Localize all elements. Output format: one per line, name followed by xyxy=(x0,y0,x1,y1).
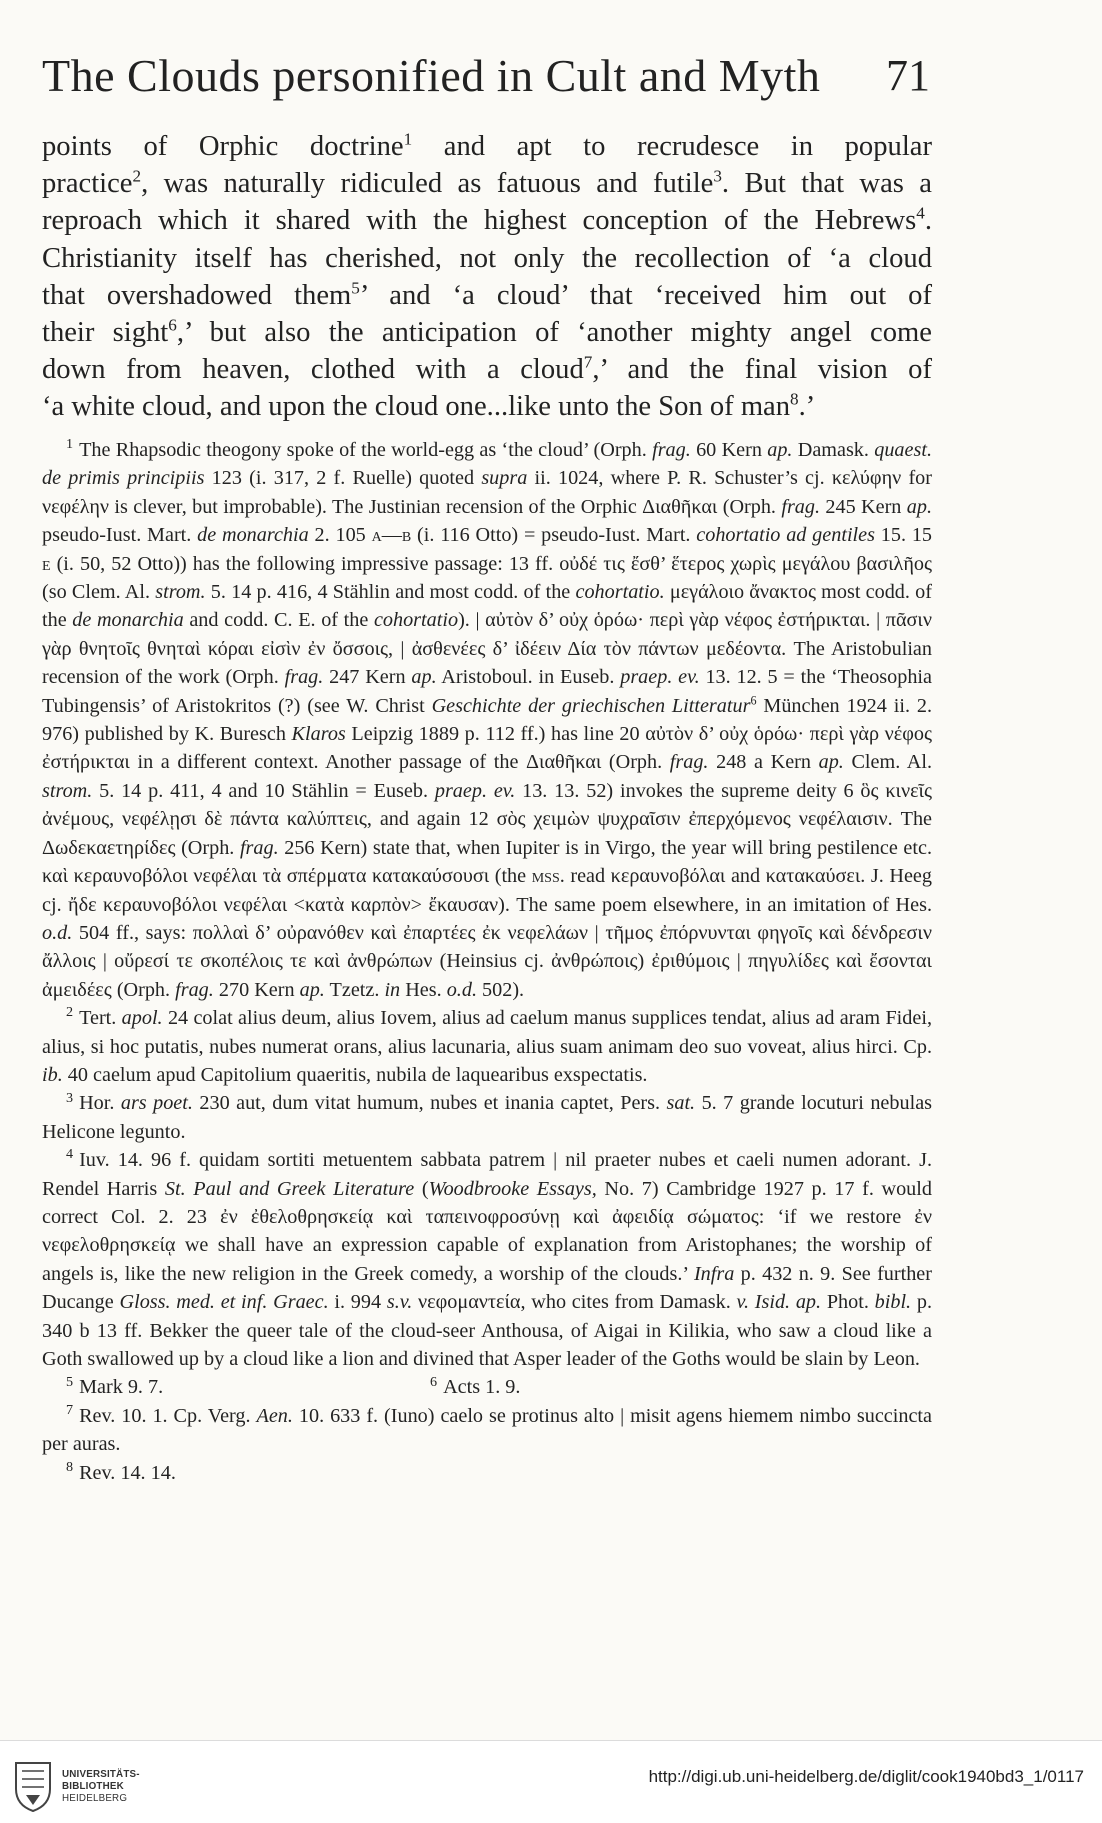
main-text-line: that overshadowed them$^5$’ and ‘a cloud’ that ‘received him out of xyxy=(42,278,932,311)
main-text-line: reproach which it shared with the highest conception of the Hebrews$^4$. xyxy=(42,203,932,237)
footnote-6: $^6$ Acts 1. 9. xyxy=(430,1373,521,1399)
footnote-3: $^3$ Hor. ars poet. 230 aut, dum vitat humum, nubes et inania captet, Pers. sat. 5. 7 grande locuturi nebulas Helicone legunto. xyxy=(42,1089,933,1143)
footnote-ref: 1 xyxy=(403,129,413,149)
footnote-marker: 1 xyxy=(66,436,74,453)
library-logo[interactable] xyxy=(12,1759,142,1813)
main-text-line: points of Orphic doctrine$^1$ and apt to recrudesce in popular xyxy=(42,129,932,162)
footnote-marker: 6 xyxy=(430,1373,438,1390)
footnote-2: $^2$ Tert. apol. 24 colat alius deum, alius Iovem, alius ad caelum manus supplices tendat, alius ad aram Fidei, alius, si hoc putatis, nubes numerat orans, alius lacunaria, alius suam animam deo suo voveat, alius hirci. Cp. ib. 40 caelum apud Capitolium quaeritis, nubila de laquearibus exspectatis. xyxy=(42,1004,932,1086)
footnote-8: $^8$ Rev. 14. 14. xyxy=(66,1458,176,1484)
library-seal-icon xyxy=(12,1759,54,1813)
footnote-ref: 5 xyxy=(351,278,360,298)
footnote-marker: 2 xyxy=(66,1004,74,1021)
running-header: The Clouds personified in Cult and Myth xyxy=(42,50,821,101)
footnote-ref: 2 xyxy=(132,166,142,186)
footnote-marker: 3 xyxy=(66,1089,74,1106)
source-url-link[interactable]: http://digi.ub.uni-heidelberg.de/diglit/cook1940bd3_1/0117 xyxy=(648,1767,1084,1786)
library-footer xyxy=(0,1740,1102,1823)
footnote-ref: 8 xyxy=(790,389,799,409)
main-text-line: Christianity itself has cherished, not only the recollection of ‘a cloud xyxy=(42,242,932,274)
main-text-line: ‘a white cloud, and upon the cloud one...like unto the Son of man$^8$.’ xyxy=(42,389,816,423)
main-text-line: their sight$^6$,’ but also the anticipation of ‘another mighty angel come xyxy=(42,315,932,348)
library-name: UNIVERSITÄTS- BIBLIOTHEK HEIDELBERG xyxy=(62,1769,140,1804)
main-text xyxy=(42,128,932,426)
footnote-marker: 4 xyxy=(66,1146,74,1163)
footnote-ref: 6 xyxy=(168,315,177,335)
footnote-4: $^4$ Iuv. 14. 96 f. quidam sortiti metuentem sabbata patrem | nil praeter nubes et caeli numen adorant. J. Rendel Harris St. Paul and Greek Literature (Woodbrooke Essays, No. 7) Cambridge 1927 p. 17 f. would correct Col. 2. 23 ἐν ἐθελοθρησκείᾳ καὶ ταπεινοφροσύνῃ καὶ ἀφειδίᾳ σώματος: ‘if we restore ἐν νεφελοθρησκείᾳ we shall have an expression capable of explanation from Aristophanes; the worship of angels is, like the new religion in the Greek comedy, a worship of the clouds.’ Infra p. 432 n. 9. See further Ducange Gloss. med. et inf. Graec. i. 994 s.v. νεφομαντεία, who cites from Damask. v. Isid. ap. Phot. bibl. p. 340 b 13 ff. Bekker the queer tale of the cloud-seer Anthousa, of Aigai in Kilikia, who saw a cloud like a Goth swallowed up by a cloud like a lion and divined that Asper leader of the Goths would be slain by Leon. xyxy=(42,1146,932,1370)
footnote-ref: 3 xyxy=(713,166,722,186)
footnote-marker: 7 xyxy=(66,1402,74,1419)
main-text-line: practice$^2$, was naturally ridiculed as fatuous and futile$^3$. But that was a xyxy=(42,166,932,200)
footnote-marker: 5 xyxy=(66,1373,74,1390)
main-text-line: down from heaven, clothed with a cloud$^7$,’ and the final vision of xyxy=(42,352,932,386)
footnote-ref: 7 xyxy=(583,352,593,372)
page-number: 71 xyxy=(886,51,930,100)
footnote-ref: 4 xyxy=(916,203,925,223)
footnote-5: $^5$ Mark 9. 7. xyxy=(66,1373,164,1399)
footnote-7: $^7$ Rev. 10. 1. Cp. Verg. Aen. 10. 633 f. (Iuno) caelo se protinus alto | misit agens hiemem nimbo succincta per auras. xyxy=(42,1402,932,1456)
footnotes-5-6 xyxy=(42,1373,932,1401)
footnote-marker: 8 xyxy=(66,1458,74,1475)
footnote-1: $^1$ The Rhapsodic theogony spoke of the world-egg as ‘the cloud’ (Orph. frag. 60 Kern ap. Damask. quaest. de primis principiis 123 (i. 317, 2 f. Ruelle) quoted supra ii. 1024, where P. R. Schuster’s cj. κελύφην for νεφέλην is clever, but improbable). The Justinian recension of the Orphic Διαθῆκαι (Orph. frag. 245 Kern ap. pseudo-Iust. Mart. de monarchia 2. 105 a—b (i. 116 Otto) = pseudo-Iust. Mart. cohortatio ad gentiles 15. 15 e (i. 50, 52 Otto)) has the following impressive passage: 13 ff. οὐδέ τις ἔσθ’ ἕτερος χωρὶς μεγάλου βασιλῆος (so Clem. Al. strom. 5. 14 p. 416, 4 Stählin and most codd. of the cohortatio. μεγάλοιο ἄνακτος most codd. of the de monarchia and codd. C. E. of the cohortatio). | αὐτὸν δ’ οὐχ ὁρόω· περὶ γὰρ νέφος ἐστήρικται. | πᾶσιν γὰρ θνητοῖς θνηταὶ κόραι εἰσὶν ἐν ὄσσοις, | ἀσθενέες δ’ ἰδέειν Δία τὸν πάντων μεδέοντα. The Aristobulian recension of the work (Orph. frag. 247 Kern ap. Aristoboul. in Euseb. praep. ev. 13. 12. 5 = the ‘Theosophia Tubingensis’ of Aristokritos (?) (see W. Christ Geschichte der griechischen Litteratur$^6$ München 1924 ii. 2. 976) published by K. Buresch Klaros Leipzig 1889 p. 112 ff.) has line 20 αὐτὸν δ’ οὐχ ὁρόω· περὶ γὰρ νέφος ἐστήρικται in a different context. Another passage of the Διαθῆκαι (Orph. frag. 248 a Kern ap. Clem. Al. strom. 5. 14 p. 411, 4 and 10 Stählin = Euseb. praep. ev. 13. 13. 52) invokes the supreme deity 6 ὃς κινεῖς ἀνέμους, νεφέλῃσι δὲ πάντα καλύπτεις, and again 12 σὸς χειμὼν ψυχραῖσιν ἐπερχόμενος νεφέλαισιν. The Δωδεκαετηρίδες (Orph. frag. 256 Kern) state that, when Iupiter is in Virgo, the year will bring pestilence etc. καὶ κεραυνοβόλοι νεφέλαι τὰ σπέρματα κατακαύσουσι (the mss. read κεραυνοβόλαι and κατακαύσει. J. Heeg cj. ἤδε κεραυνοβόλοι νεφέλαι <κατὰ καρπὸν> ἔκαυσαν). The same poem elsewhere, in an imitation of Hes. o.d. 504 ff., says: πολλαὶ δ’ οὐρανόθεν καὶ ἐπαρτέες ἐκ νεφελάων | τῆμος ἐπόρνυνται φηγοῖς καὶ δένδρεσιν ἄλλοις | οὔρεσί τε σκοπέλοις τε καὶ ἀνθρώπων (Heinsius cj. ἀνθρώποις) ἐριθύμοις | πηγυλίδες καὶ ἔσονται ἀμειδέες (Orph. frag. 270 Kern ap. Tzetz. in Hes. o.d. 502). xyxy=(42,436,933,1001)
footnotes xyxy=(42,436,932,1487)
